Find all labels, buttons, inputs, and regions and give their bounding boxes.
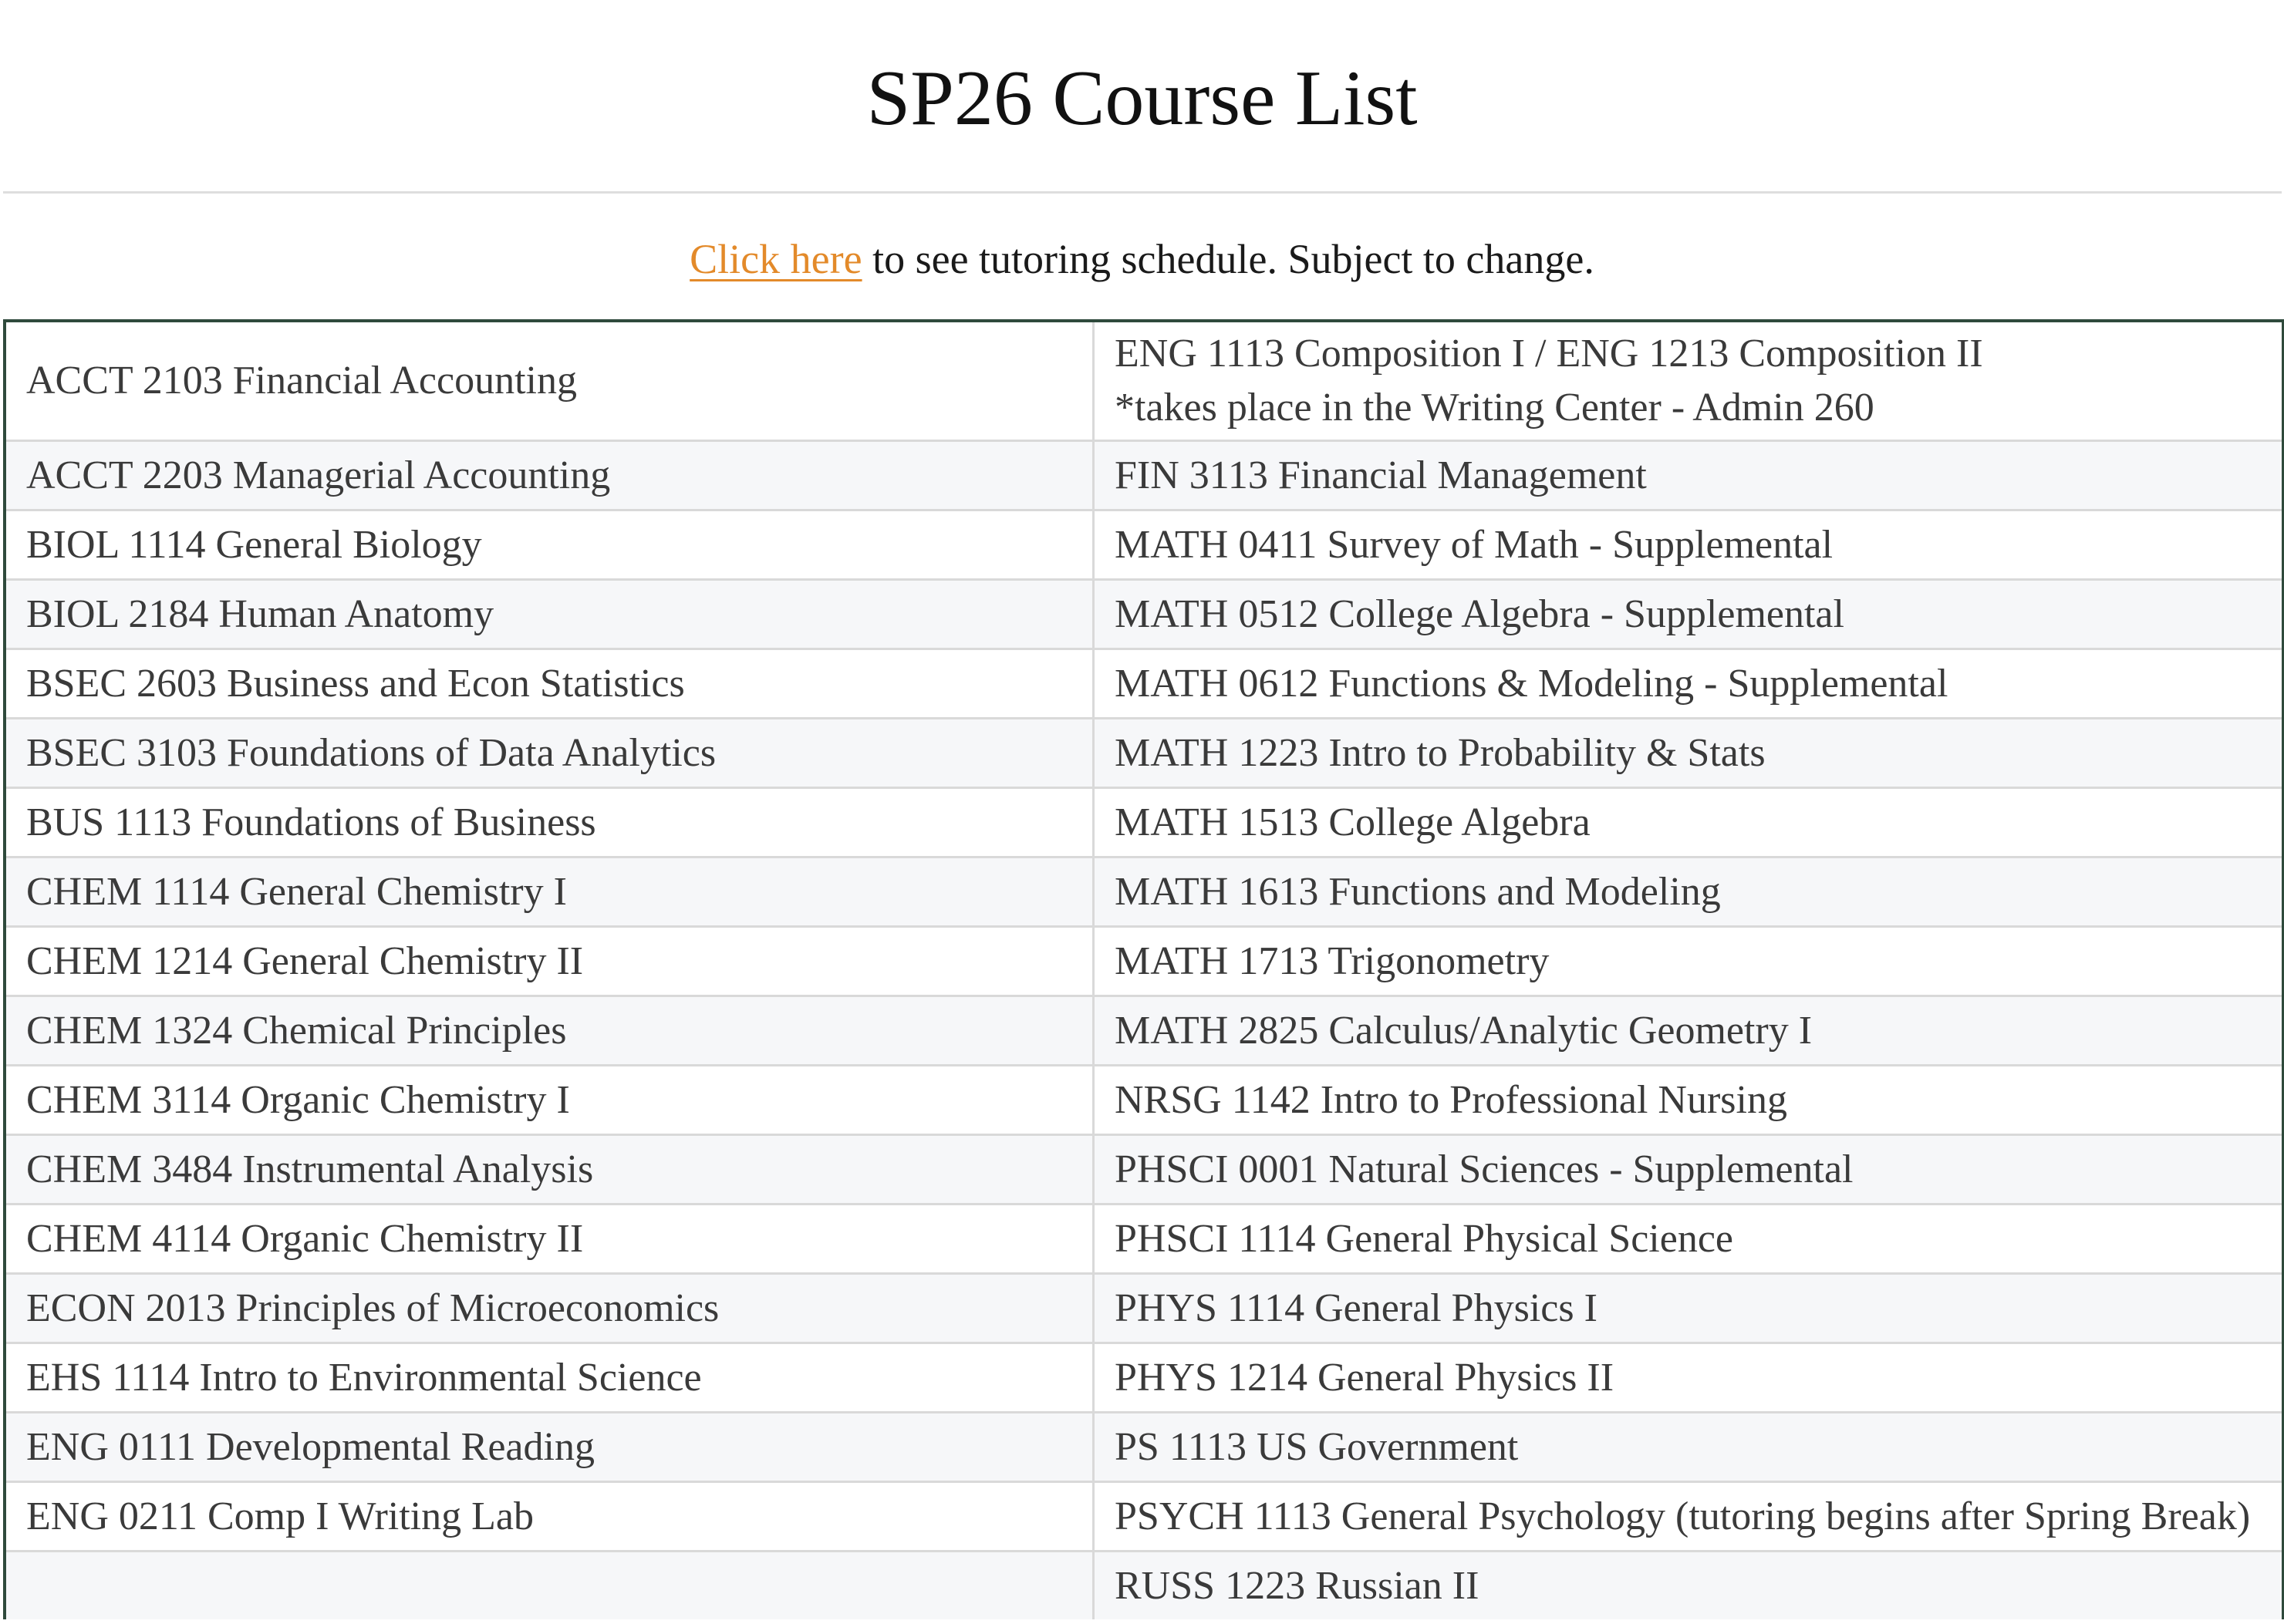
course-location-note: *takes place in the Writing Center - Admin 260 [1115, 386, 1874, 430]
course-cell-left: EHS 1114 Intro to Environmental Science [6, 1343, 1094, 1413]
course-cell-right: FIN 3113 Financial Management [1094, 441, 2282, 510]
table-row [6, 1413, 2282, 1482]
course-cell-right: PHSCI 0001 Natural Sciences - Supplemental [1094, 1135, 2282, 1205]
table-row [6, 322, 2282, 441]
course-cell-left: CHEM 1214 General Chemistry II [6, 927, 1094, 996]
course-cell-right: NRSG 1142 Intro to Professional Nursing [1094, 1066, 2282, 1135]
table-row [6, 1482, 2282, 1552]
course-cell-left: ACCT 2103 Financial Accounting [6, 322, 1094, 441]
table-row [6, 927, 2282, 996]
table-row [6, 441, 2282, 510]
table-row [6, 1274, 2282, 1343]
course-cell-left: BSEC 2603 Business and Econ Statistics [6, 649, 1094, 719]
course-cell-right [1094, 322, 2282, 441]
course-cell-left: CHEM 1114 General Chemistry I [6, 857, 1094, 927]
course-cell-left: BSEC 3103 Foundations of Data Analytics [6, 719, 1094, 788]
course-cell-left: BIOL 2184 Human Anatomy [6, 580, 1094, 649]
course-cell-left [6, 1552, 1094, 1620]
course-cell-left: CHEM 1324 Chemical Principles [6, 996, 1094, 1066]
table-row [6, 1135, 2282, 1205]
course-cell-left: BIOL 1114 General Biology [6, 510, 1094, 580]
tutoring-schedule-link[interactable]: Click here [690, 236, 862, 282]
page-title: SP26 Course List [866, 55, 1418, 142]
course-cell-left: CHEM 3484 Instrumental Analysis [6, 1135, 1094, 1205]
course-cell-right: MATH 0411 Survey of Math - Supplemental [1094, 510, 2282, 580]
table-row [6, 1066, 2282, 1135]
course-cell-right: MATH 0612 Functions & Modeling - Supplemental [1094, 649, 2282, 719]
course-cell-right: MATH 2825 Calculus/Analytic Geometry I [1094, 996, 2282, 1066]
table-row [6, 996, 2282, 1066]
course-cell-right: MATH 0512 College Algebra - Supplemental [1094, 580, 2282, 649]
course-cell-right: MATH 1223 Intro to Probability & Stats [1094, 719, 2282, 788]
course-cell-right: PHSCI 1114 General Physical Science [1094, 1205, 2282, 1274]
course-cell-left: ENG 0111 Developmental Reading [6, 1413, 1094, 1482]
course-cell-right: MATH 1613 Functions and Modeling [1094, 857, 2282, 927]
table-row [6, 788, 2282, 857]
course-cell-left: CHEM 4114 Organic Chemistry II [6, 1205, 1094, 1274]
course-cell-left: BUS 1113 Foundations of Business [6, 788, 1094, 857]
course-cell-right: MATH 1513 College Algebra [1094, 788, 2282, 857]
tutoring-notice-text: to see tutoring schedule. Subject to change. [862, 236, 1594, 282]
course-cell-left: ECON 2013 Principles of Microeconomics [6, 1274, 1094, 1343]
course-cell-right: MATH 1713 Trigonometry [1094, 927, 2282, 996]
table-row [6, 719, 2282, 788]
table-row [6, 1552, 2282, 1620]
table-row [6, 580, 2282, 649]
course-cell-left: CHEM 3114 Organic Chemistry I [6, 1066, 1094, 1135]
course-cell-right: RUSS 1223 Russian II [1094, 1552, 2282, 1620]
course-cell-right: PHYS 1114 General Physics I [1094, 1274, 2282, 1343]
tutoring-notice [0, 228, 2284, 290]
course-cell-left: ACCT 2203 Managerial Accounting [6, 441, 1094, 510]
course-name: ENG 1113 Composition I / ENG 1213 Composition II [1115, 332, 1983, 376]
title-divider [3, 191, 2282, 194]
course-cell-right: PSYCH 1113 General Psychology (tutoring begins after Spring Break) [1094, 1482, 2282, 1552]
table-row [6, 1343, 2282, 1413]
course-table [6, 322, 2282, 1619]
table-row [6, 1205, 2282, 1274]
table-row [6, 510, 2282, 580]
course-table-frame [3, 319, 2284, 1619]
course-table-body [6, 322, 2282, 1619]
table-row [6, 857, 2282, 927]
course-cell-left: ENG 0211 Comp I Writing Lab [6, 1482, 1094, 1552]
course-cell-right: PHYS 1214 General Physics II [1094, 1343, 2282, 1413]
table-row [6, 649, 2282, 719]
course-cell-right: PS 1113 US Government [1094, 1413, 2282, 1482]
